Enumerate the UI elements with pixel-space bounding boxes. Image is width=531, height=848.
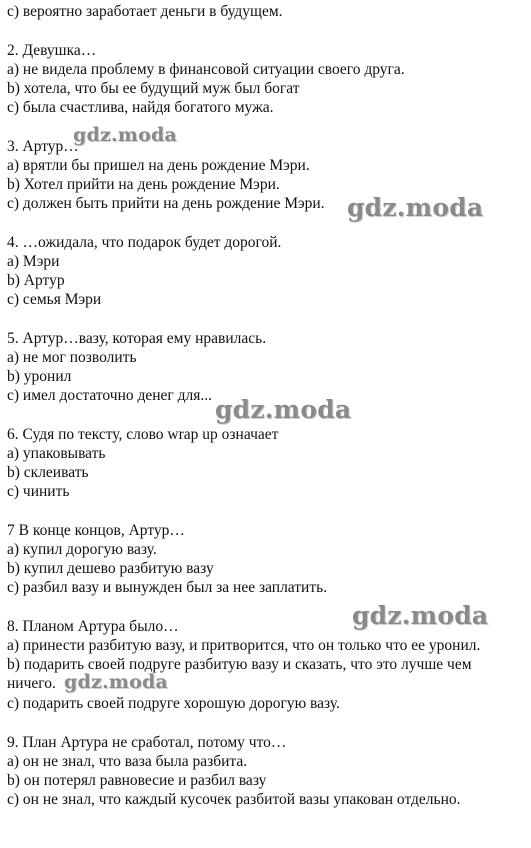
answer-option: b) хотела, что бы ее будущий муж был богат <box>7 80 300 97</box>
answer-option: c) он не знал, что каждый кусочек разбитой вазы упакован отдельно. <box>7 791 461 808</box>
answer-option: c) вероятно заработает деньги в будущем. <box>7 3 283 20</box>
answer-option: b) Хотел прийти на день рождение Мэри. <box>7 176 280 193</box>
answer-option: a) купил дорогую вазу. <box>7 541 157 558</box>
answer-option: b) купил дешево разбитую вазу <box>7 560 214 577</box>
question-stem: 3. Артур… <box>7 138 79 155</box>
answer-option: b) подарить своей подруге разбитую вазу и сказать, что это лучше чем <box>7 656 472 673</box>
watermark: gdz.moda <box>73 124 177 146</box>
watermark: gdz.moda <box>215 395 352 424</box>
answer-option: a) врятли бы пришел на день рождение Мэри. <box>7 157 310 174</box>
answer-option: a) не видела проблему в финансовой ситуации своего друга. <box>7 61 405 78</box>
answer-option: a) не мог позволить <box>7 349 137 366</box>
answer-option: a) он не знал, что ваза была разбита. <box>7 753 248 770</box>
answer-option: c) разбил вазу и вынужден был за нее заплатить. <box>7 579 328 596</box>
answer-option: b) Артур <box>7 272 65 289</box>
answer-option: b) он потерял равновесие и разбил вазу <box>7 772 267 789</box>
question-stem: 2. Девушка… <box>7 42 97 59</box>
watermark: gdz.moda <box>347 193 484 222</box>
question-stem: 6. Судя по тексту, слово wrap up означает <box>7 426 279 443</box>
question-stem: 8. Планом Артура было… <box>7 618 179 635</box>
answer-option: c) имел достаточно денег для... <box>7 387 213 404</box>
question-stem: 4. …ожидала, что подарок будет дорогой. <box>7 234 282 251</box>
question-stem: 9. План Артура не сработал, потому что… <box>7 734 287 751</box>
answer-option: a) принести разбитую вазу, и притворится, что он только что ее уронил. <box>7 637 481 654</box>
watermark: gdz.moda <box>64 671 168 693</box>
question-stem: 7 В конце концов, Артур… <box>7 522 185 539</box>
question-stem: 5. Артур…вазу, которая ему нравилась. <box>7 330 267 347</box>
answer-option: c) должен быть прийти на день рождение Мэри. <box>7 195 325 212</box>
answer-option: a) упаковывать <box>7 445 106 462</box>
answer-option: c) семья Мэри <box>7 291 102 308</box>
answer-option-continuation: ничего. <box>7 675 56 692</box>
answer-option: a) Мэри <box>7 253 60 270</box>
answer-option: c) чинить <box>7 483 70 500</box>
answer-option: c) была счастлива, найдя богатого мужа. <box>7 99 274 116</box>
watermark: gdz.moda <box>352 601 489 630</box>
answer-option: b) уронил <box>7 368 72 385</box>
answer-option: b) склеивать <box>7 464 89 481</box>
answer-option: c) подарить своей подруге хорошую дорогую вазу. <box>7 695 340 712</box>
